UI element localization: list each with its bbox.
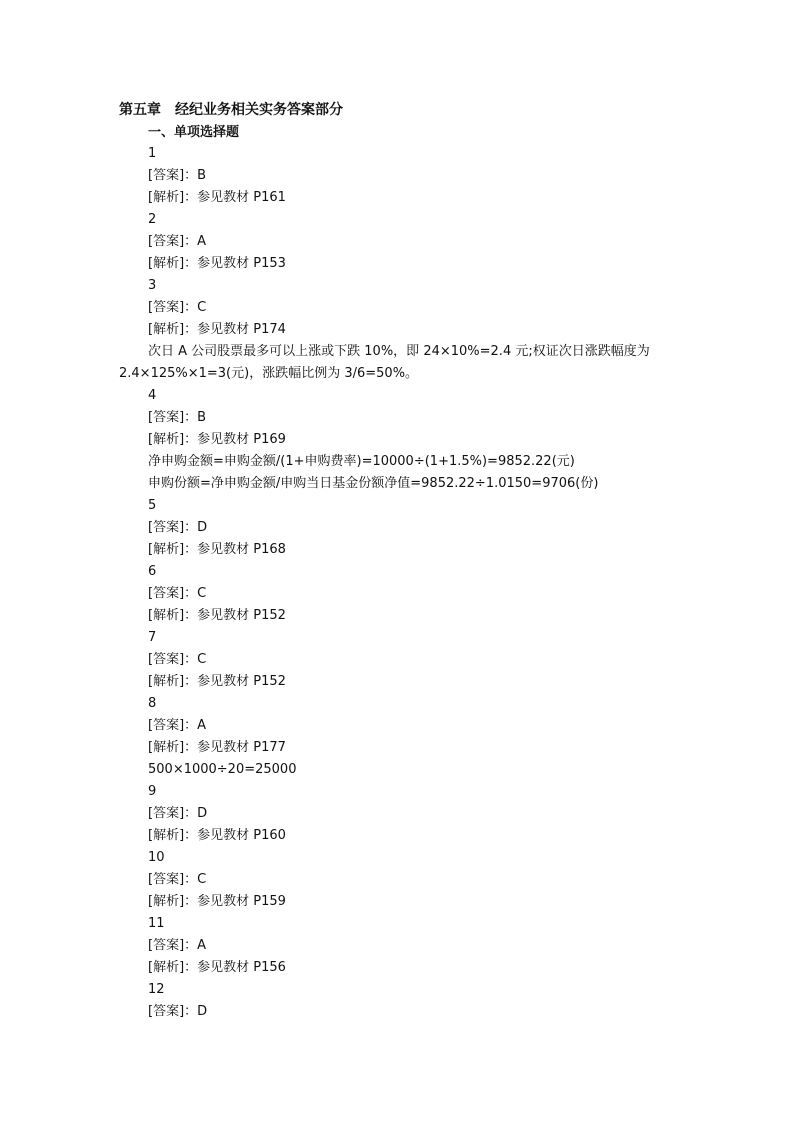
answer-line: [答案]：D bbox=[148, 1004, 208, 1019]
question-number: 12 bbox=[148, 982, 165, 997]
question-number: 4 bbox=[148, 388, 157, 403]
question-number: 6 bbox=[148, 564, 157, 579]
analysis-line: [解析]：参见教材 P174 bbox=[148, 322, 286, 337]
question-number: 1 bbox=[148, 146, 157, 161]
answer-line: [答案]：C bbox=[148, 300, 207, 315]
analysis-line: [解析]：参见教材 P168 bbox=[148, 542, 286, 557]
analysis-line: [解析]：参见教材 P160 bbox=[148, 828, 286, 843]
question-number: 2 bbox=[148, 212, 157, 227]
formula-text: 申购份额=净申购金额/申购当日基金份额净值=9852.22÷1.0150=9706(份) bbox=[148, 476, 599, 491]
explanation-text-continued: 2.4×125%×1=3(元)，涨跌幅比例为 3/6=50%。 bbox=[119, 366, 419, 381]
analysis-line: [解析]：参见教材 P169 bbox=[148, 432, 286, 447]
answer-line: [答案]：D bbox=[148, 806, 208, 821]
formula-text: 净申购金额=申购金额/(1+申购费率)=10000÷(1+1.5%)=9852.22(元) bbox=[148, 454, 575, 469]
analysis-line: [解析]：参见教材 P177 bbox=[148, 740, 286, 755]
explanation-text: 次日 A 公司股票最多可以上涨或下跌 10%，即 24×10%=2.4 元;权证次日涨跌幅度为 bbox=[148, 344, 650, 359]
analysis-line: [解析]：参见教材 P161 bbox=[148, 190, 286, 205]
answer-list bbox=[0, 143, 794, 1023]
question-number: 8 bbox=[148, 696, 157, 711]
analysis-line: [解析]：参见教材 P156 bbox=[148, 960, 286, 975]
answer-line: [答案]：C bbox=[148, 652, 207, 667]
formula-text: 500×1000÷20=25000 bbox=[148, 762, 297, 777]
analysis-line: [解析]：参见教材 P152 bbox=[148, 608, 286, 623]
question-number: 9 bbox=[148, 784, 157, 799]
answer-line: [答案]：A bbox=[148, 234, 207, 249]
analysis-line: [解析]：参见教材 P159 bbox=[148, 894, 286, 909]
question-number: 7 bbox=[148, 630, 157, 645]
question-number: 10 bbox=[148, 850, 165, 865]
answer-line: [答案]：C bbox=[148, 872, 207, 887]
answer-line: [答案]：B bbox=[148, 410, 207, 425]
question-number: 5 bbox=[148, 498, 157, 513]
answer-line: [答案]：D bbox=[148, 520, 208, 535]
section-title: 一、单项选择题 bbox=[148, 125, 240, 140]
analysis-line: [解析]：参见教材 P153 bbox=[148, 256, 286, 271]
analysis-line: [解析]：参见教材 P152 bbox=[148, 674, 286, 689]
chapter-title: 第五章 经纪业务相关实务答案部分 bbox=[119, 102, 343, 118]
answer-line: [答案]：B bbox=[148, 168, 207, 183]
answer-line: [答案]：A bbox=[148, 718, 207, 733]
question-number: 11 bbox=[148, 916, 165, 931]
answer-line: [答案]：C bbox=[148, 586, 207, 601]
answer-line: [答案]：A bbox=[148, 938, 207, 953]
question-number: 3 bbox=[148, 278, 157, 293]
